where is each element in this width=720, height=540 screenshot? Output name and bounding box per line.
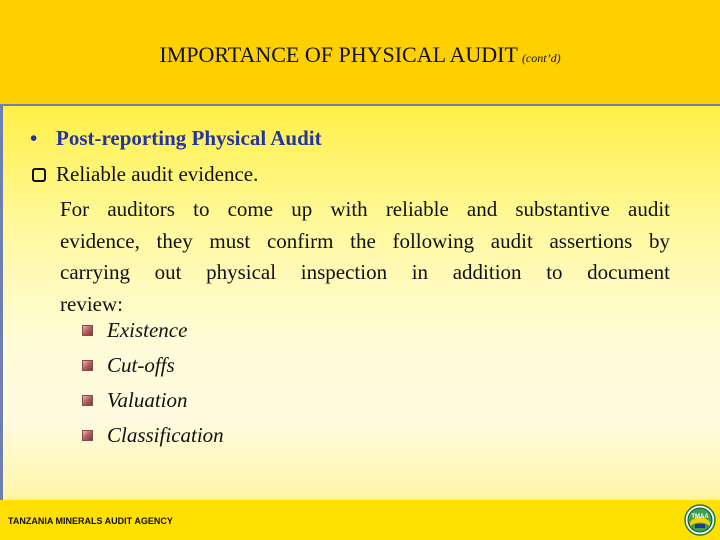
square-bullet-icon (82, 395, 93, 406)
assertion-valuation: Valuation (107, 388, 188, 412)
paragraph-line: evidence, they must confirm the following audit assertions by (60, 228, 670, 253)
paragraph-line: For auditors to come up with reliable and substantive audit (60, 197, 670, 221)
explanation-paragraph (60, 194, 670, 320)
square-bullet-icon (82, 325, 93, 336)
slide-title-suffix: (cont’d) (521, 51, 561, 65)
subpoint (32, 162, 258, 187)
assertion-cut-offs: Cut-offs (107, 353, 175, 377)
slide-title-text: IMPORTANCE OF PHYSICAL AUDIT (159, 42, 518, 67)
assertion-classification: Classification (107, 423, 224, 447)
assertion-list (82, 313, 224, 453)
list-item (82, 313, 224, 348)
tmaa-logo-icon (684, 504, 716, 536)
slide-footer (0, 500, 720, 540)
list-item (82, 418, 224, 453)
paragraph-line: review: (60, 291, 123, 316)
checkbox-bullet-icon (32, 168, 46, 182)
paragraph-line: carrying out physical inspection in addition to document (60, 260, 670, 284)
assertion-existence: Existence (107, 318, 188, 342)
footer-organization: TANZANIA MINERALS AUDIT AGENCY (8, 516, 173, 526)
bullet-dot: • (30, 126, 38, 150)
bullet-heading-text: Post-reporting Physical Audit (56, 126, 322, 150)
square-bullet-icon (82, 360, 93, 371)
list-item (82, 383, 224, 418)
square-bullet-icon (82, 430, 93, 441)
bullet-heading (30, 126, 322, 151)
subpoint-text: Reliable audit evidence. (56, 162, 259, 186)
logo-text: TMAA (691, 514, 709, 520)
list-item (82, 348, 224, 383)
